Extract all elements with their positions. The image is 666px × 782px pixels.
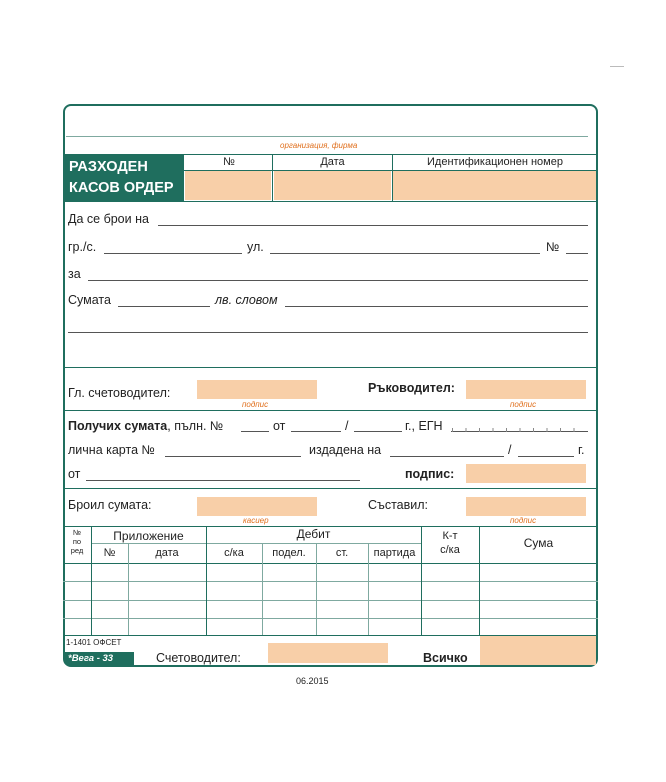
org-label: организация, фирма [280,141,358,150]
received-from-label: от [273,419,286,433]
amount-words-label: лв. словом [215,293,278,307]
street-label: ул. [247,240,264,254]
amount-words-field[interactable] [285,306,588,307]
received-line-1 [68,419,223,433]
issued-year-label: г. [578,443,585,457]
col-att-no: № [103,547,116,559]
chief-accountant-signature-hint: подпис [242,400,269,409]
header-bottom-line [63,201,598,202]
col-no-line-2: по [72,537,82,546]
id-card-label: лична карта № [68,443,155,457]
recipient-signature-field[interactable] [466,464,586,483]
issued-slash: / [508,443,512,457]
issued-label: издадена на [309,443,382,457]
received-slash: / [345,419,349,433]
pay-to-field[interactable] [158,225,588,226]
house-number-label: № [546,240,560,254]
col-debit: Дебит [296,527,331,541]
amount-label: Сумата [68,293,111,307]
table-header-bottom [63,563,598,564]
table-subheader-line [91,543,421,544]
power-number-field[interactable] [241,431,269,432]
compiler-signature-hint: подпис [510,516,537,525]
for-field[interactable] [88,280,588,281]
counted-label: Броил сумата: [68,498,152,512]
received-top-line [63,410,598,411]
col-debit-article: ст. [335,547,349,559]
col-sep-7 [421,526,422,635]
col-no-line-1: № [72,528,82,537]
number-field[interactable] [185,171,271,200]
signatures-top-line [63,367,598,368]
compiled-label: Съставил: [368,498,429,512]
chief-accountant-label: Гл. счетоводител: [68,386,171,400]
total-field[interactable] [480,636,596,665]
id-number-field[interactable] [393,171,596,200]
col-att-date: дата [155,547,179,559]
date-code: 06.2015 [296,676,329,686]
for-label: за [68,267,81,281]
issued-day-field[interactable] [390,456,504,457]
street-field[interactable] [270,253,540,254]
received-egn-label: г., ЕГН [405,419,443,433]
title-line-2: КАСОВ ОРДЕР [69,180,174,196]
received-power-label: , пълн. № [167,419,224,433]
document-title [63,155,184,201]
received-heading: Получих сумата [68,419,168,433]
manager-signature-field[interactable] [466,380,586,399]
table-row-line-1 [63,581,598,582]
col-no-line-3: ред [70,546,84,555]
recipient-signature-label: подпис: [405,467,455,481]
col-kt-line-2: с/ка [440,544,460,556]
power-month-field[interactable] [354,431,402,432]
table-row-line-3 [63,618,598,619]
col-sep-3 [206,526,207,635]
header-divider-2 [392,154,393,201]
col-sum: Сума [523,536,554,550]
col-attachment: Приложение [113,529,184,543]
cashier-hint: касиер [243,516,269,525]
col-debit-account: с/ка [224,547,244,559]
egn-digit-ticks [452,428,587,432]
pay-to-label: Да се брои на [68,212,149,226]
org-line [66,136,588,137]
accountant-label: Счетоводител: [156,651,241,665]
col-debit-batch: партида [373,547,416,559]
header-date-label: Дата [320,156,345,168]
header-id-label: Идентификационен номер [427,156,563,168]
issued-by-field[interactable] [86,480,360,481]
header-number-label: № [223,156,235,168]
print-code: 1-1401 ОФСЕТ [66,638,122,647]
col-debit-division: подел. [272,547,306,559]
brand-label: *Вега - 33 [68,653,114,664]
cashier-top-line [63,488,598,489]
manager-signature-hint: подпис [510,400,537,409]
compiler-signature-field[interactable] [466,497,586,516]
manager-label: Ръководител: [368,381,455,395]
house-number-field[interactable] [566,253,588,254]
table-row-line-2 [63,600,598,601]
power-day-field[interactable] [291,431,341,432]
title-line-1: РАЗХОДЕН [69,159,148,175]
accountant-signature-field[interactable] [268,643,388,663]
issued-by-label: от [68,467,81,481]
date-field[interactable] [274,171,391,200]
id-card-field[interactable] [165,456,301,457]
cashier-signature-field[interactable] [197,497,317,516]
col-kt-line-1: К-т [442,530,458,542]
total-label: Всичко [423,651,468,665]
city-field[interactable] [104,253,242,254]
issued-month-field[interactable] [518,456,574,457]
header-divider-1 [272,154,273,201]
city-label: гр./с. [68,240,97,254]
corner-mark [610,66,624,67]
amount-words-field-2[interactable] [68,332,588,333]
chief-accountant-signature-field[interactable] [197,380,317,399]
amount-field[interactable] [118,306,210,307]
